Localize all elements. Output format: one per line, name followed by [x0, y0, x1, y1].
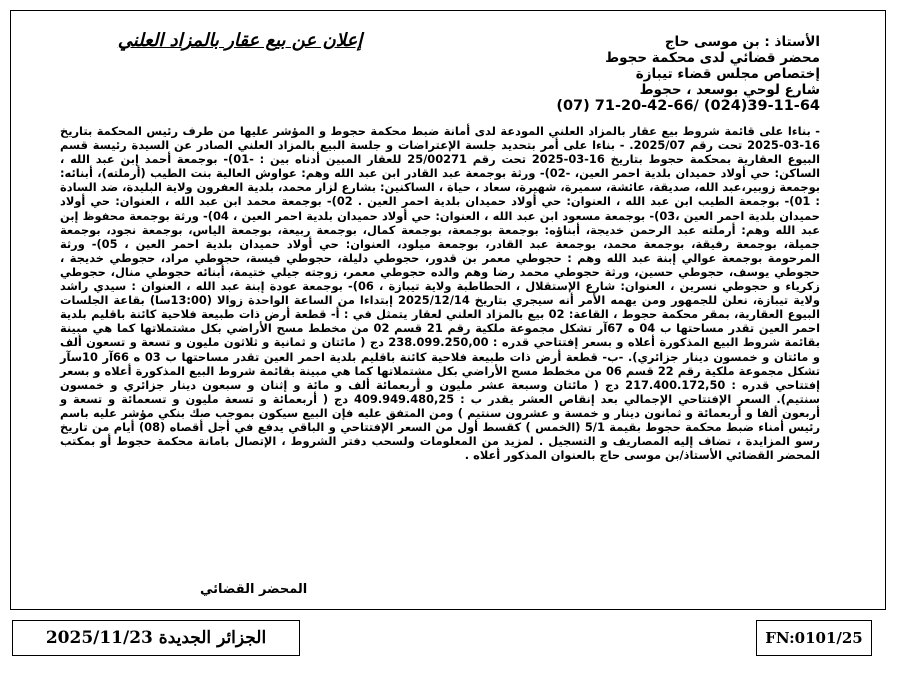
header-line-name: الأستاذ : بن موسى حاج: [664, 34, 820, 50]
announcement-title: إعلان عن بيع عقار بالمزاد العلني: [117, 30, 363, 51]
header-line-jurisdiction: إختصاص مجلس قضاء تيبازة: [635, 66, 820, 82]
reference-box: FN:0101/25: [756, 620, 872, 656]
signature-label: المحضر القضائي: [200, 582, 308, 597]
bailiff-header: [420, 34, 820, 114]
header-phones: (07) 71-20-42-66/ (024)39-11-64: [556, 98, 820, 114]
announcement-body: - بناءا على قائمة شروط بيع عقار بالمزاد العلني المودعة لدى أمانة ضبط محكمة حجوط و المؤشر عليها من طرف رئيس المحكمة بتاريخ 16-03-2025 تحت رقم 2025/07. - بناءا على أمر بتحديد جلسة الإعتراضات و جلسة البيع بالمزاد العلني الصادر عن السيدة رئيسة قسم البيوع العقارية بمحكمة حجوط بتاريخ 16-03-2025 تحت رقم 25/00271 للعقار المبين أدناه بين : -01)- بوجمعة أحمد إبن عبد الله ، الساكن: حي أولاد حميدان بلدية احمر العين، -02)- ورثة بوجمعة عبد القادر ابن عبد الله وهم: عواوش العالية بنت الطيب (أرملته)، أبنائه: بوجمعة زوبير،عبد الله، صديقة، عائشة، سميرة، شهيرة، سعاد ، حياة ، الساكنين: بشارع لزار محمد، بلدية العفرون ولاية البليدة، ضد السادة : 01)- بوجمعة الطيب ابن عبد الله ، العنوان: حي أولاد حميدان بلدية احمر العين . 02)- بوجمعة محمد ابن عبد الله ، العنوان: حي أولاد حميدان بلدية احمر العين ،03)- بوجمعة مسعود ابن عبد الله ، العنوان: حي أولاد حميدان بلدية احمر العين ، 04)- ورثة بوجمعة محفوظ إبن عبد الله وهم: أرملته عبد الرحمن خديجة، أبناؤه: بوجمعة بوجمعة، بوجمعة كمال، بوجمعة ربيعة، بوجمعة الياس، بوجمعة نجود، بوجمعة جميلة، بوجمعة رفيقة، بوجمعة محمد، بوجمعة عبد القادر، بوجمعة ميلود، العنوان: حي أولاد حميدان بلدية احمر العين ، 05)- ورثة المرحومة بوجمعة عوالي إبنة عبد الله وهم : حجوطي معمر بن قدور، حجوطي دليلة، حجوطي فيسة، حجوطي مراد، حجوطي خديجة ، حجوطي يوسف، حجوطي حسين، ورثة حجوطي محمد رضا وهم والده حجوطي معمر، زوجته جيلي ختيمة، أبنائه حجوطي منال، حجوطي زكرياء و حجوطي نسرين ، العنوان: شارع الإستقلال ، الحطاطبة ولاية تيبازة ، 06)- بوجمعة عودة إبنة عبد الله ، العنوان : سيدي راشد ولاية تيبازة، نعلن للجمهور ومن يهمه الأمر أنه سيجري بتاريخ 2025/12/14 إبتداءا من الساعة الواحدة زوالا (13:00سا) بقاعة الجلسات البيوع العقارية، بمقر محكمة حجوط ، القاعة: 02 بيع بالمزاد العلني لعقار يتمثل في : أ- قطعة أرض ذات طبيعة فلاحية كائنة باقليم بلدية احمر العين تقدر مساحتها ب 04 ه 67آر تشكل مجموعة ملكية رقم 21 قسم 02 من مخطط مسح الأراضي بكل مشتملاتها كما هي مبينة بقائمة شروط البيع المذكورة أعلاه و بسعر إفتتاحي قدره : 238.099.250,00 دج ( مائتان و ثمانية و ثلاثون مليون و تسعة و تسعون ألف و مائتان و خمسون دينار جزائري). -ب- قطعة أرض ذات طبيعة فلاحية كائنة باقليم بلدية احمر العين تقدر مساحتها ب 03 ه 66آر 10سآر تشكل مجموعة ملكية رقم 22 قسم 06 من مخطط مسح الأراضي بكل مشتملاتها كما هي مبينة بقائمة شروط البيع المذكورة أعلاه و بسعر إفتتاحي قدره : 217.400.172,50 دج ( مائتان وسبعة عشر مليون و أربعمائة ألف و مائة و إثنان و سبعون دينار جزائري و خمسون سنتيم). السعر الإفتتاحي الإجمالي بعد إنقاص العشر يقدر ب : 409.949.480,25 دج ( أربعمائة و تسعة مليون و تسعمائة و تسعة و أربعون ألفا و أربعمائة و ثمانون دينار و خمسة و عشرون سنتيم ) ومن المتفق عليه فإن البيع سيكون بموجب صك بنكي مؤشر عليه باسم رئيس أمناء ضبط محكمة حجوط بقيمة 5/1 (الخمس ) كقسط أول من السعر الإفتتاحي و الباقي يدفع في أجل أقصاه (08) أيام من تاريخ رسو المزايدة ، تضاف إليه المصاريف و التسجيل . لمزيد من المعلومات ولسحب دفتر الشروط ، الإتصال بامانة محكمة حجوط أو بمكتب المحضر القضائي الأستاذ/بن موسى حاج بالعنوان المذكور أعلاه .: [60, 124, 821, 463]
header-line-address: شارع لوحي بوسعد ، حجوط: [639, 82, 820, 98]
newspaper-date-box: الجزائر الجديدة 2025/11/23: [12, 620, 300, 656]
header-line-role: محضر قضائي لدى محكمة حجوط: [605, 50, 820, 66]
